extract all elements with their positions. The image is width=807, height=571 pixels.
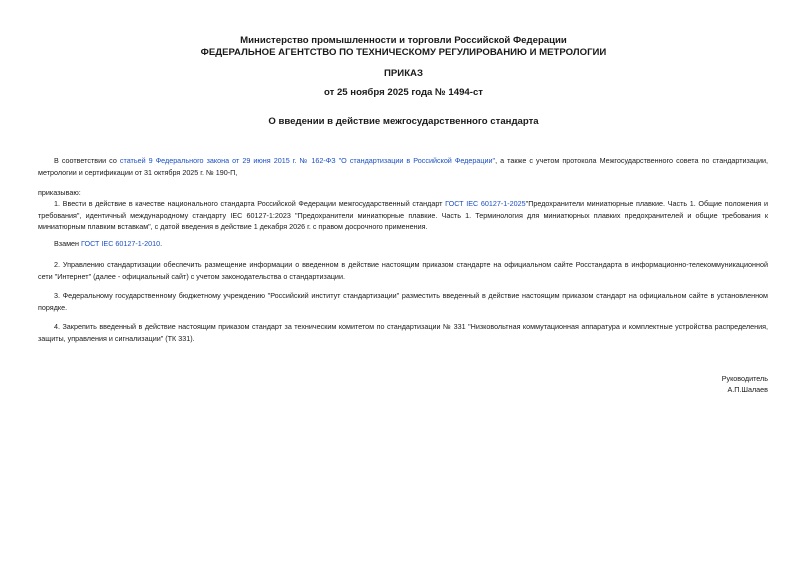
preamble-paragraph [38,155,768,178]
replacement-paragraph [38,238,768,250]
agency-name: ФЕДЕРАЛЬНОЕ АГЕНТСТВО ПО ТЕХНИЧЕСКОМУ РЕГУЛИРОВАНИЮ И МЕТРОЛОГИИ [200,47,607,58]
preamble-text-end: , а также с учетом протокола Межгосударственного совета по стандартизации, метрологии и сертификации от 31 октября 2025 г. № 190-П, [38,156,768,177]
preamble-text-start: В соответствии со [54,156,120,165]
item-2-paragraph [38,259,768,282]
order-word: приказываю: [38,188,81,197]
document-date-number: от 25 ноября 2025 года № 1494-ст [323,87,483,98]
ministry-name: Министерство промышленности и торговли Российской Федерации [240,35,567,46]
item-3-text: 3. Федеральному государственному бюджетному учреждению "Российский институт стандартизации" разместить введенный в действие настоящим приказом стандарт на официальном сайте в установленном порядке. [38,291,768,312]
signatory-name: А.П.Шалаев [727,385,768,394]
item-4-paragraph [38,321,768,344]
document-type: ПРИКАЗ [384,68,423,79]
item-1-text-start: 1. Ввести в действие в качестве национального стандарта Российской Федерации межгосударственный стандарт [54,199,446,208]
item-1-paragraph [38,198,768,233]
item-2-text: 2. Управлению стандартизации обеспечить размещение информации о введенном в действие настоящим приказом стандарте на официальном сайте Росстандарта в информационно-телекоммуникационной сети "Интернет" (далее - официальный сайт) с учетом законодательства о стандартизации. [38,260,768,281]
document-title: О введении в действие межгосударственного стандарта [268,116,539,127]
signatory-position: Руководитель [721,374,768,383]
item-1-text-end: "Предохранители миниатюрные плавкие. Часть 1. Общие положения и требования", идентичный международному стандарту IEC 60127-1:2023 "Предохранители миниатюрные плавкие. Часть 1. Терминология для миниатюрных плавких предохранителей и общие требования к миниатюрным плавким вставкам", с датой введения в действие 1 декабря 2026 г. с правом досрочного применения. [38,199,769,231]
item-4-text: 4. Закрепить введенный в действие настоящим приказом стандарт за техническим комитетом по стандартизации № 331 "Низковольтная коммутационная аппаратура и комплектные устройства распределения, защиты, управления и сигнализации" (ТК 331). [38,322,768,343]
gost-2025-link[interactable]: ГОСТ IEC 60127-1-2025 [445,199,526,208]
replacement-text-end: . [160,239,163,248]
replacement-text: Взамен [54,239,81,248]
item-3-paragraph [38,290,768,313]
gost-2010-link[interactable]: ГОСТ IEC 60127-1-2010 [81,239,161,248]
federal-law-link[interactable]: статьей 9 Федерального закона от 29 июня 2015 г. № 162-ФЗ "О стандартизации в Российской Федерации" [119,156,496,165]
